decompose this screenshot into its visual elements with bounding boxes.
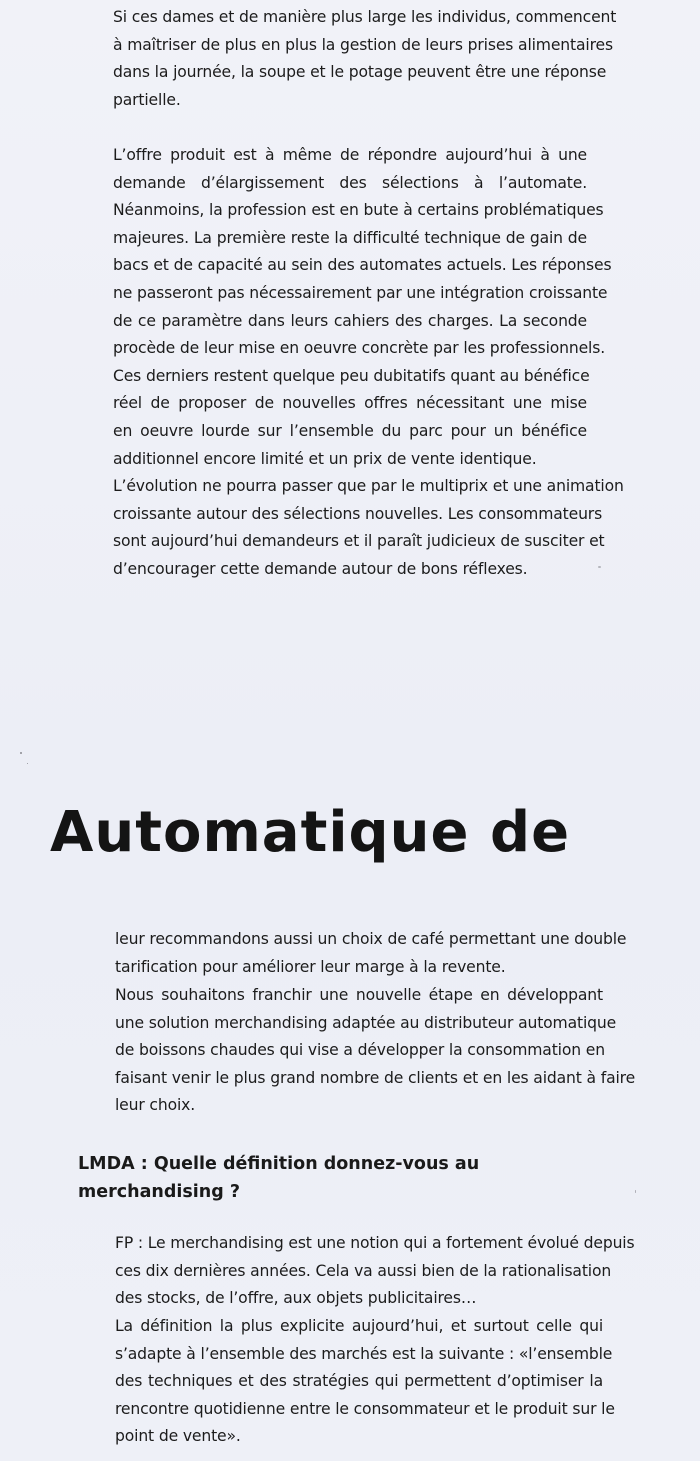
- text-line: réel de proposer de nouvelles offres nécessitant une mise: [113, 394, 587, 413]
- paragraph-nouvelle-etape: [115, 982, 636, 1120]
- text-line: FP : Le merchandising est une notion qui a fortement évolué depuis: [115, 1234, 635, 1252]
- text-line: L’offre produit est à même de répondre aujourd’hui à une: [113, 146, 587, 164]
- text-line: s’adapte à l’ensemble des marchés est la suivante : «l’ensemble: [115, 1344, 613, 1363]
- text-line: leur recommandons aussi un choix de café permettant une double: [115, 930, 627, 948]
- question-line: merchandising ?: [78, 1182, 241, 1202]
- text-line: La définition la plus explicite aujourd’hui, et surtout celle qui: [115, 1317, 603, 1335]
- paragraph-recommandons: [115, 926, 627, 981]
- text-line: Ces derniers restent quelque peu dubitatifs quant au bénéfice: [113, 366, 590, 385]
- text-line: Si ces dames et de manière plus large les individus, commencent: [113, 8, 617, 26]
- paragraph-answer-notion: [115, 1230, 635, 1313]
- text-line: point de vente».: [115, 1427, 241, 1446]
- text-line: Néanmoins, la profession est en bute à certains problématiques: [113, 201, 604, 220]
- text-line: bacs et de capacité au sein des automates actuels. Les réponses: [113, 256, 612, 275]
- text-line: en oeuvre lourde sur l’ensemble du parc pour un bénéfice: [113, 421, 587, 440]
- scan-speck: [20, 752, 22, 754]
- paragraph-offre-produit: [113, 142, 612, 473]
- text-line: L’évolution ne pourra passer que par le multiprix et une animation: [113, 477, 624, 495]
- text-line: à maîtriser de plus en plus la gestion de leurs prises alimentaires: [113, 35, 613, 54]
- paragraph-soupe: [113, 4, 617, 114]
- text-line: sont aujourd’hui demandeurs et il paraît judicieux de susciter et: [113, 532, 605, 551]
- text-line: croissante autour des sélections nouvelles. Les consommateurs: [113, 504, 603, 523]
- text-line: ne passeront pas nécessairement par une intégration croissante: [113, 283, 608, 302]
- text-line: rencontre quotidienne entre le consommateur et le produit sur le: [115, 1399, 615, 1418]
- text-line: leur choix.: [115, 1096, 196, 1115]
- text-line: ces dix dernières années. Cela va aussi bien de la rationalisation: [115, 1261, 612, 1280]
- text-line: dans la journée, la soupe et le potage peuvent être une réponse: [113, 63, 607, 82]
- text-line: des techniques et des stratégies qui permettent d’optimiser la: [115, 1372, 603, 1391]
- text-line: partielle.: [113, 90, 181, 109]
- text-line: majeures. La première reste la difficulté technique de gain de: [113, 228, 587, 247]
- text-line: demande d’élargissement des sélections à l’automate.: [113, 173, 587, 192]
- text-line: de ce paramètre dans leurs cahiers des charges. La seconde: [113, 311, 587, 330]
- text-line: faisant venir le plus grand nombre de clients et en les aidant à faire: [115, 1068, 636, 1087]
- question-line: LMDA : Quelle définition donnez-vous au: [78, 1154, 480, 1174]
- text-line: procède de leur mise en oeuvre concrète par les professionnels.: [113, 339, 606, 358]
- section-heading: Automatique de: [50, 800, 571, 865]
- text-line: d’encourager cette demande autour de bons réflexes.: [113, 559, 528, 578]
- interview-question: [78, 1150, 558, 1206]
- scan-speck: [598, 566, 601, 568]
- text-line: des stocks, de l’offre, aux objets publicitaires…: [115, 1289, 477, 1308]
- text-line: une solution merchandising adaptée au distributeur automatique: [115, 1013, 617, 1032]
- scan-speck: [27, 763, 28, 764]
- scan-speck: [635, 1190, 636, 1193]
- text-line: Nous souhaitons franchir une nouvelle étape en développant: [115, 986, 603, 1004]
- text-line: tarification pour améliorer leur marge à la revente.: [115, 957, 506, 976]
- text-line: additionnel encore limité et un prix de vente identique.: [113, 449, 537, 468]
- text-line: de boissons chaudes qui vise a développer la consommation en: [115, 1041, 605, 1060]
- paragraph-evolution: [113, 473, 624, 583]
- paragraph-answer-definition: [115, 1313, 615, 1451]
